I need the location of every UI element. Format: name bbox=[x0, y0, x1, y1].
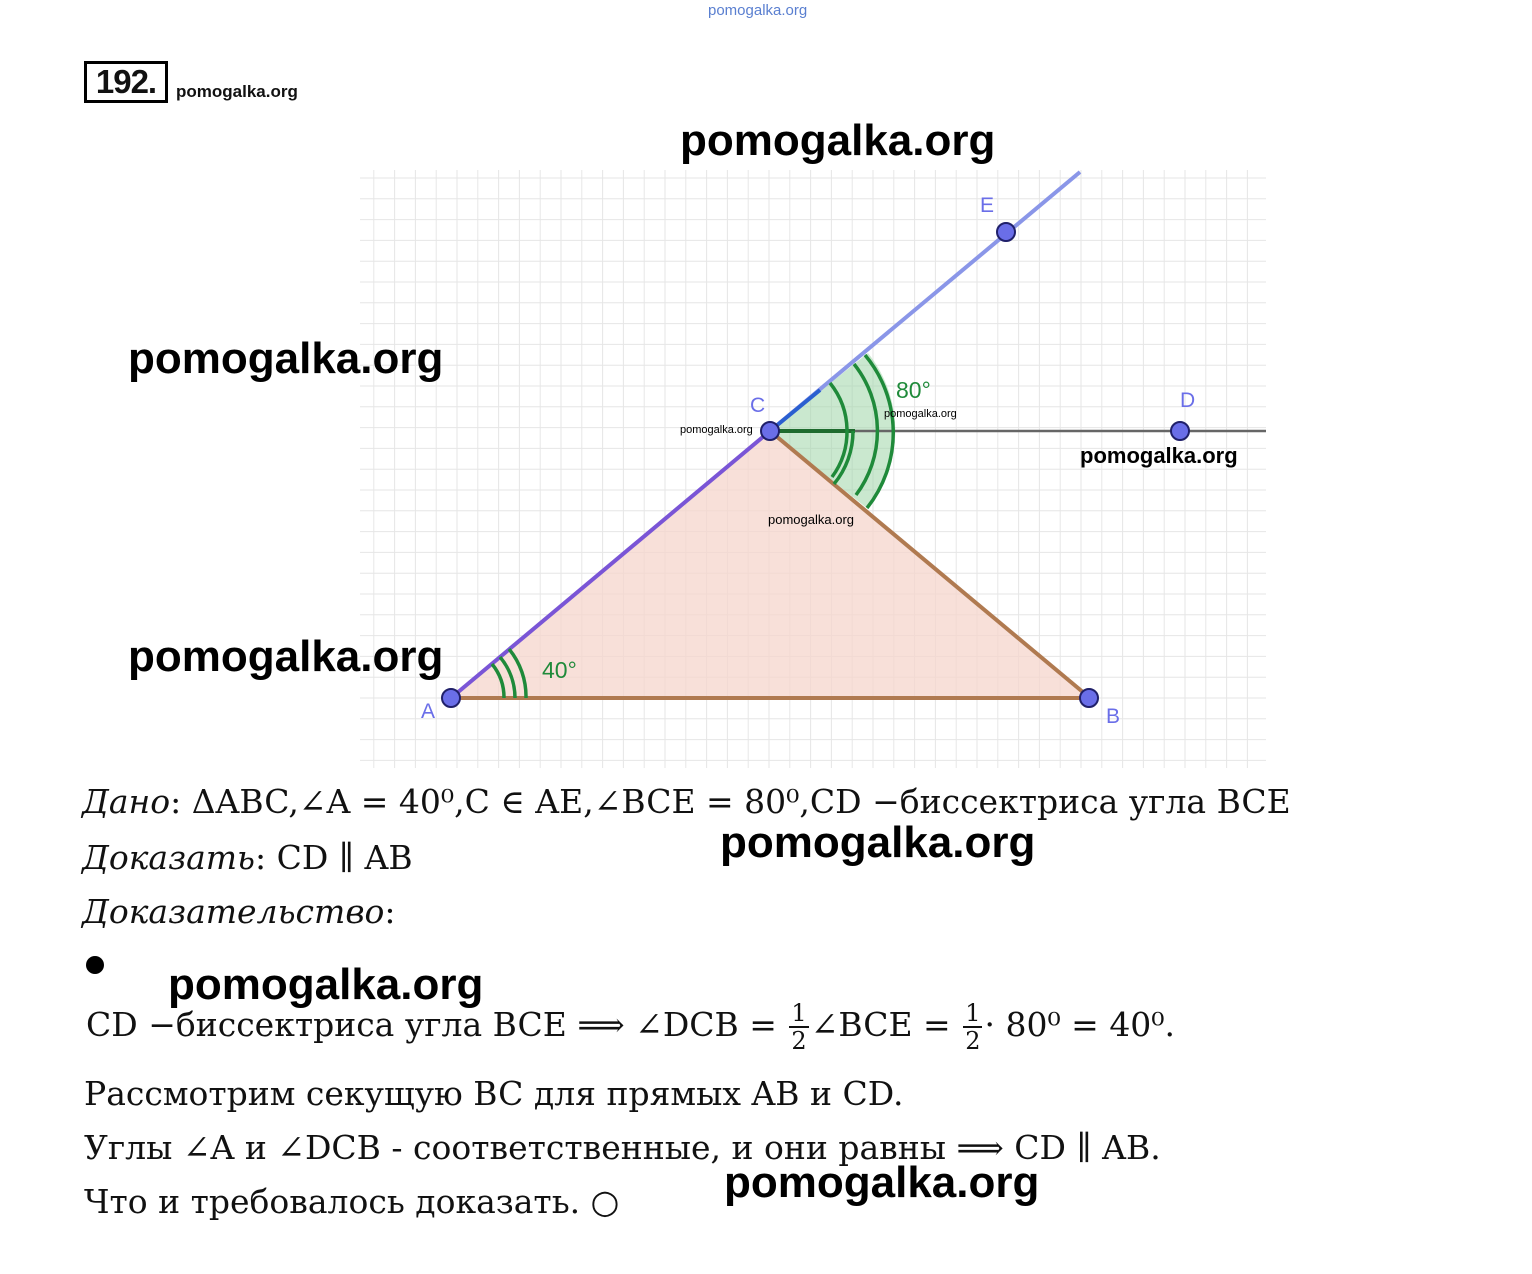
watermark-small-angle: pomogalka.org bbox=[884, 408, 957, 420]
point-e bbox=[997, 223, 1015, 241]
point-d bbox=[1171, 422, 1189, 440]
watermark-left-2: pomogalka.org bbox=[128, 632, 444, 681]
point-c bbox=[761, 422, 779, 440]
given-label: Дано bbox=[82, 782, 171, 821]
fraction-half-2: $\frac{1}{2}$ bbox=[965, 999, 981, 1055]
given-line bbox=[82, 782, 1291, 821]
watermark-bottom: pomogalka.org bbox=[724, 1158, 1040, 1207]
point-a bbox=[442, 689, 460, 707]
label-e: E bbox=[980, 194, 995, 217]
angle-label-a: 40° bbox=[542, 657, 577, 683]
watermark-left-1: pomogalka.org bbox=[128, 334, 444, 383]
problem-number: 192. bbox=[84, 61, 168, 103]
prove-line bbox=[82, 838, 413, 877]
watermark-figure-top: pomogalka.org bbox=[680, 116, 996, 165]
label-c: C bbox=[750, 394, 766, 417]
label-a: A bbox=[421, 700, 436, 723]
watermark-top: pomogalka.org bbox=[708, 2, 808, 19]
proof-step-1 bbox=[86, 1000, 1175, 1054]
proof-step-4: Что и требовалось доказать. ○ bbox=[84, 1182, 620, 1221]
watermark-number: pomogalka.org bbox=[176, 82, 298, 101]
step1-part-c: · 80⁰ = 40⁰. bbox=[984, 1005, 1176, 1044]
fraction-half-1: $\frac{1}{2}$ bbox=[791, 999, 807, 1055]
watermark-small-c: pomogalka.org bbox=[680, 424, 753, 436]
watermark-bullet: pomogalka.org bbox=[168, 960, 484, 1009]
given-text: : ΔABC,∠A = 40⁰,C ∈ AE,∠BCE = 80⁰,CD −биссектриса угла BCE bbox=[170, 782, 1291, 821]
watermark-given: pomogalka.org bbox=[720, 818, 1036, 867]
angle-label-c: 80° bbox=[896, 377, 931, 403]
bullet bbox=[86, 956, 104, 974]
proof-step-2: Рассмотрим секущую BC для прямых AB и CD. bbox=[84, 1074, 904, 1113]
point-b bbox=[1080, 689, 1098, 707]
watermark-d: pomogalka.org bbox=[1080, 443, 1238, 468]
step1-part-a: CD −биссектриса угла BCE ⟹ ∠DCB = bbox=[86, 1005, 777, 1044]
label-b: B bbox=[1106, 705, 1121, 728]
proof-label: Доказательство bbox=[82, 892, 385, 931]
proof-step-3: Углы ∠A и ∠DCB - соответственные, и они равны ⟹ CD ∥ AB. bbox=[84, 1128, 1161, 1167]
proof-colon: : bbox=[384, 892, 396, 931]
step1-part-b: ∠BCE = bbox=[810, 1005, 951, 1044]
prove-text: : CD ∥ AB bbox=[255, 838, 413, 877]
proof-line bbox=[82, 892, 396, 931]
geometry-figure bbox=[360, 170, 1266, 768]
watermark-small-cb: pomogalka.org bbox=[768, 512, 854, 527]
label-d: D bbox=[1180, 389, 1196, 412]
prove-label: Доказать bbox=[82, 838, 256, 877]
